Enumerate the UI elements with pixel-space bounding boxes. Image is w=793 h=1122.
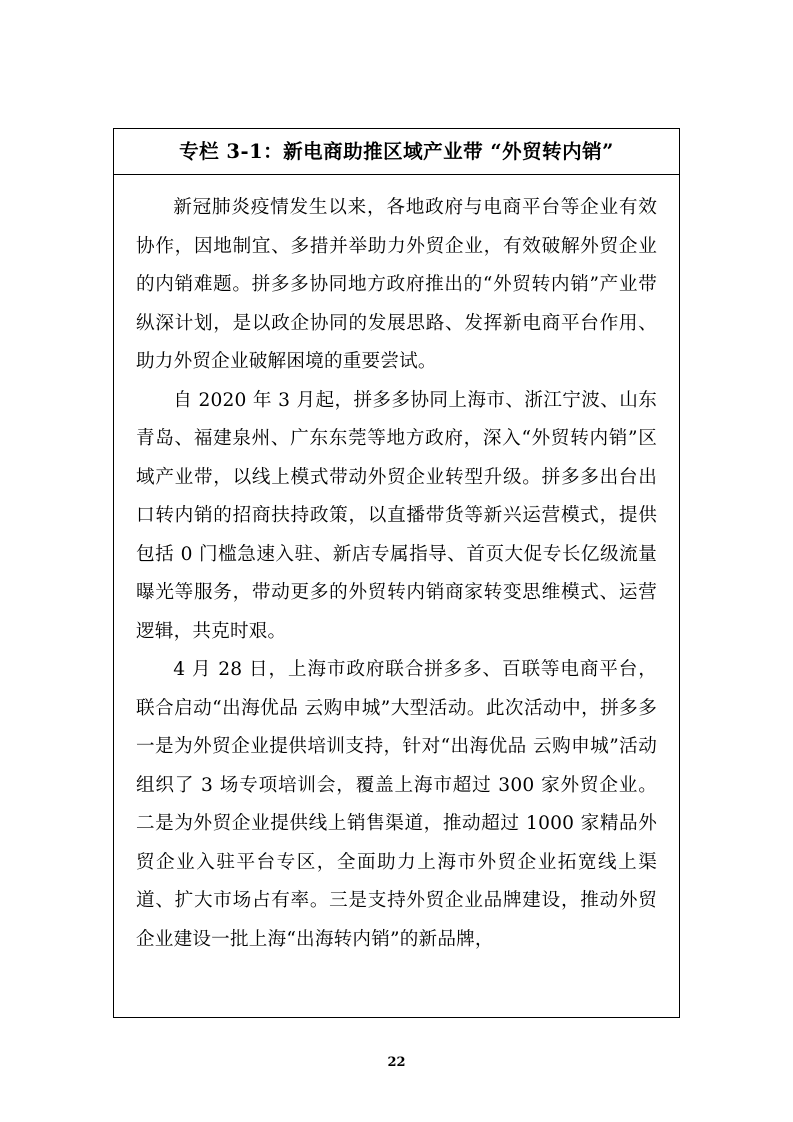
callout-box-title: 专栏 3-1：新电商助推区域产业带 “外贸转内销” (114, 129, 679, 175)
page-number: 22 (387, 1055, 406, 1070)
paragraph: 4 月 28 日，上海市政府联合拼多多、百联等电商平台，联合启动“出海优品 云购申城”大型活动。此次活动中，拼多多一是为外贸企业提供培训支持，针对“出海优品 云购申城”活动组织了 3 场专项培训会，覆盖上海市超过 300 家外贸企业。二是为外贸企业提供线上销售渠道，推动超过 1000 家精品外贸企业入驻平台专区，全面助力上海市外贸企业拓宽线上渠道、扩大市场占有率。三是支持外贸企业品牌建设，推动外贸企业建设一批上海“出海转内销”的新品牌， (136, 659, 657, 950)
paragraph: 自 2020 年 3 月起，拼多多协同上海市、浙江宁波、山东青岛、福建泉州、广东东莞等地方政府，深入“外贸转内销”区域产业带，以线上模式带动外贸企业转型升级。拼多多出台出口转内销的招商扶持政策，以直播带货等新兴运营模式，提供包括 0 门槛急速入驻、新店专属指导、首页大促专长亿级流量曝光等服务，带动更多的外贸转内销商家转变思维模式、运营逻辑，共克时艰。 (136, 389, 657, 642)
callout-box-body (114, 175, 679, 1017)
callout-box (113, 128, 680, 1018)
paragraph: 新冠肺炎疫情发生以来，各地政府与电商平台等企业有效协作，因地制宜、多措并举助力外贸企业，有效破解外贸企业的内销难题。拼多多协同地方政府推出的“外贸转内销”产业带纵深计划，是以政企协同的发展思路、发挥新电商平台作用、助力外贸企业破解困境的重要尝试。 (136, 197, 657, 372)
